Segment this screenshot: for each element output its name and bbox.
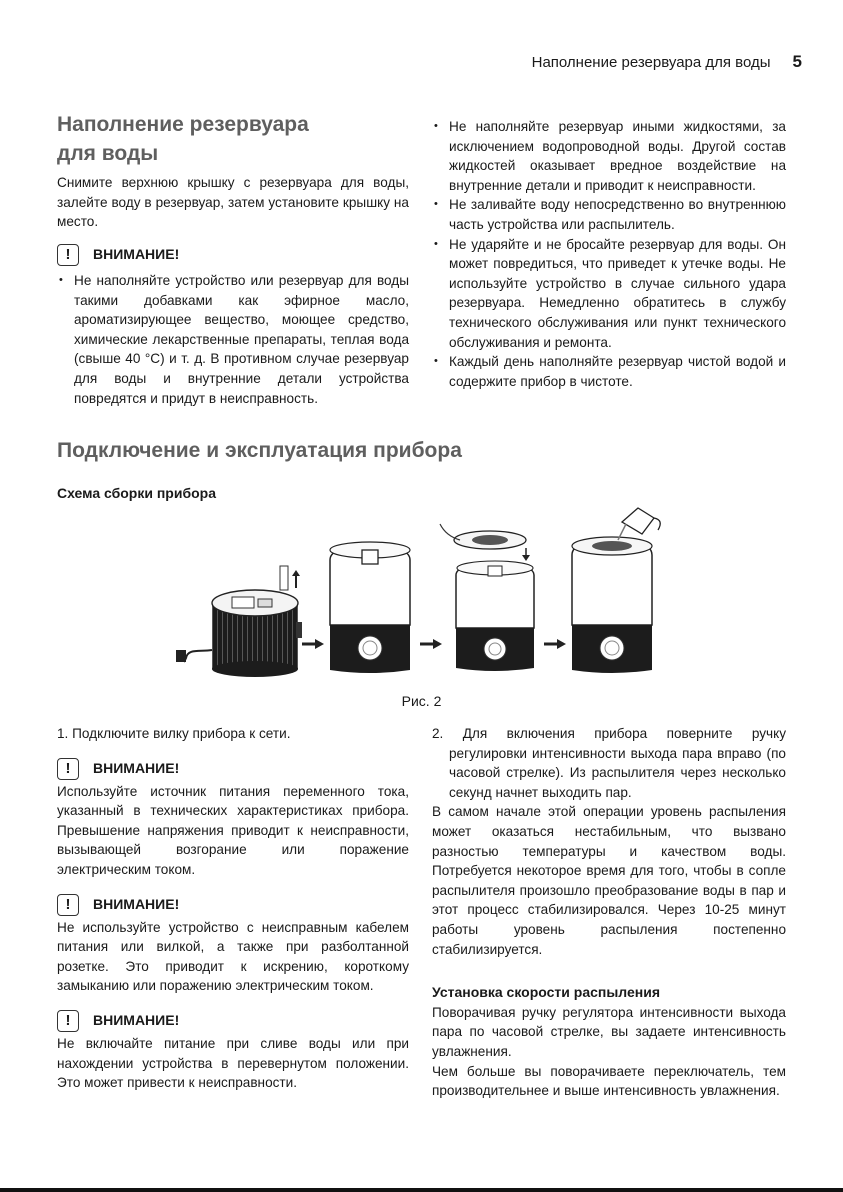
assembly-subtitle: Схема сборки прибора xyxy=(57,485,217,501)
arrow-icon xyxy=(302,639,324,649)
warning-block-1 xyxy=(57,242,409,408)
warning-icon: ! xyxy=(57,894,79,916)
warning-header xyxy=(57,756,409,782)
filling-intro: Снимите верхнюю крышку с резервуара для воды, залейте воду в резервуар, затем установите крышку на место. xyxy=(57,175,409,230)
warning-header xyxy=(57,892,409,918)
section-title-line2: для воды xyxy=(57,142,159,165)
step-2-note: В самом начале этой операции уровень распыления может оказаться нестабильным, что вызвано разностью температуры и качеством воды. Потребуется некоторое время для того, чтобы в сопле распылителя произошло преобразование воды в пар и этот процесс стабилизировался. Через 10-25 минут работы уровень распыления постепенно стабилизируется. xyxy=(432,804,786,957)
arrow-icon xyxy=(544,639,566,649)
running-header xyxy=(430,52,802,73)
warning-text: Используйте источник питания переменного тока, указанный в технических характеристиках прибора. Превышение напряжения приводит к неисправности, вызывающей возгорание или поражение электрическим током. xyxy=(57,783,409,877)
humidifier-illustration xyxy=(330,542,410,673)
speed-setting-paragraph-2: Чем больше вы поворачиваете переключатель, тем производительнее и выше интенсивность увлажнения. xyxy=(432,1063,786,1099)
speed-setting-title: Установка скорости распыления xyxy=(432,984,661,1001)
warning-title: ВНИМАНИЕ! xyxy=(93,246,180,263)
warning-title: ВНИМАНИЕ! xyxy=(93,759,180,776)
warning-text: Не включайте питание при сливе воды или при нахождении устройства в перевернутом положении. Это может привести к неисправности. xyxy=(57,1035,409,1091)
base-unit-illustration xyxy=(176,566,302,677)
page-bottom-rule xyxy=(0,1188,843,1192)
warning-header xyxy=(57,1008,409,1034)
section-title-line1: Наполнение резервуара xyxy=(57,113,309,136)
section-title-connection: Подключение и эксплуатация прибора xyxy=(57,439,462,462)
warning-icon: ! xyxy=(57,244,79,266)
left-lower-column xyxy=(57,724,409,1093)
warning-list xyxy=(57,271,409,408)
warning-header xyxy=(57,242,409,268)
filled-humidifier-illustration xyxy=(572,508,660,673)
filling-rules-list xyxy=(432,117,786,391)
list-item: • Не заливайте воду непосредственно во внутреннюю часть устройства или распылитель. xyxy=(432,195,786,234)
assembly-figure xyxy=(160,500,680,685)
step-2: 2. Для включения прибора поверните ручку регулировки интенсивности выхода пара вправо (по часовой стрелке). Из распылителя через несколько секунд начнет выходить пар. xyxy=(432,726,786,800)
humidifier-with-lid-illustration xyxy=(440,524,534,671)
warning-title: ВНИМАНИЕ! xyxy=(93,895,180,912)
section-title-filling xyxy=(57,110,309,168)
running-title: Наполнение резервуара для воды xyxy=(531,54,771,71)
step-1: 1. Подключите вилку прибора к сети. xyxy=(57,726,291,741)
warning-icon: ! xyxy=(57,758,79,780)
figure-caption: Рис. 2 xyxy=(401,693,442,709)
page-number: 5 xyxy=(792,52,802,71)
list-item: • Каждый день наполняйте резервуар чистой водой и содержите прибор в чистоте. xyxy=(432,352,786,391)
speed-setting-paragraph-1: Поворачивая ручку регулятора интенсивности выхода пара по часовой стрелке, вы задаете интенсивность увлажнения. xyxy=(432,1004,786,1059)
warning-icon: ! xyxy=(57,1010,79,1032)
list-item: • Не наполняйте резервуар иными жидкостями, за исключением водопроводной воды. Другой состав жидкостей оказывает вредное воздействие на внутренние детали и приводит к неисправности. xyxy=(432,117,786,195)
arrow-icon xyxy=(420,639,442,649)
warning-text: Не используйте устройство с неисправным кабелем питания или вилкой, а также при разболтанной розетке. Это приводит к искрению, короткому замыканию или поражению электрическим током. xyxy=(57,919,409,994)
right-column-list xyxy=(432,117,786,391)
list-item: • Не ударяйте и не бросайте резервуар для воды. Он может повредиться, что приведет к утечке воды. Не используйте устройство в случае сильного удара резервуара. Немедленно обратитесь в службу технического обслуживания или пункт технического обслуживания и ремонта. xyxy=(432,235,786,353)
right-lower-column xyxy=(432,724,786,1101)
warning-title: ВНИМАНИЕ! xyxy=(93,1012,180,1029)
warning-item: • Не наполняйте устройство или резервуар для воды такими добавками как эфирное масло, ароматизирующее вещество, моющее средство, химические лекарственные препараты, теплая вода (свыше 40 °C) и т. д. В противном случае резервуар для воды и внутренние детали устройства повредятся и придут в неисправность. xyxy=(57,271,409,408)
